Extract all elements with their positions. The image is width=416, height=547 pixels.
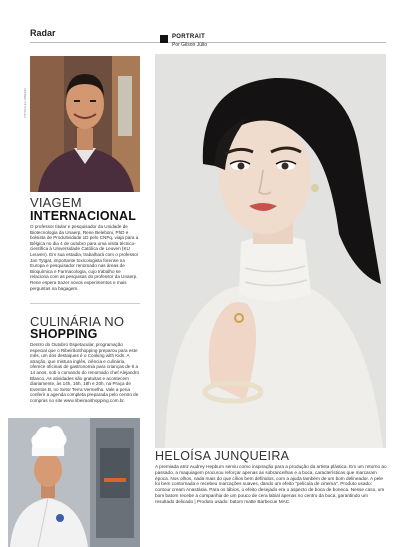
page-rule: [30, 42, 386, 43]
story2-kicker: CULINÁRIA NO: [30, 314, 125, 329]
portrait-bio: A premiada atriz Audrey Hepburn serviu como inspiração para a produção da artista plástica. Em um retorno ao passado, a maquiagem procurou reforçar apenas as sobrancelhas e a boca, características que marcaram época. Nos olhos, nada mais do que cílios bem definidos, com a ajuda também de um bom delineador. A pele foi bem contornada e recebeu marcações suaves, dando um efeito "película de cinema". Produto usado: contour cream Anastásia. Para os lábios, o efeito desejado era o aspecto de boca de boneca. Nesse caso, um bom batom recebe a companhia de um pouco de cera labial apenas no centro da boca, garantindo um resultado delicado | Produto usado: batom matte Barbecue MAC.: [155, 464, 387, 504]
story1-kicker: VIAGEM: [30, 195, 82, 210]
column-divider: [30, 303, 140, 304]
portrait-label: PORTRAIT: [172, 34, 206, 40]
photo-rene-beleboni: [30, 56, 140, 192]
portrait-mark: [160, 35, 168, 43]
story2-headline: SHOPPING: [30, 327, 98, 341]
portrait-name: HELOÍSA JUNQUEIRA: [155, 449, 290, 463]
portrait-credit: Por Gilson Júlio: [172, 42, 208, 48]
section-label: Radar: [30, 28, 56, 38]
portrait-photo: [155, 54, 386, 448]
story2-body: Dentro do Outubro Espetacular, programação especial que o RibeirãoShopping preparou para este mês, um dos destaques é o Cooking with Kids. A atração, que mistura inglês, ciência e culinária, oferece oficinas de gastronomia para crianças de 6 a 14 anos, sob o comando do renomado chef Alejandro Blanco. As atividades são gratuitas e acontecem diariamente, às 14h, 16h, 18h e 20h, na Praça de Eventos B, no Setor Terra Vermelha. Vale a pena conferir a agenda completa preparada pelo centro de compras no site www.ribeiraoshopping.com.br.: [30, 342, 140, 403]
photo-credit: FOTO/ALEX RIBEIRO: [23, 88, 27, 118]
story1-body: O professor titular e pesquisador da Unidade de Biotecnologia da Unaerp, Rene Beleboni, PhD e bolsista de Produtividade 1D pelo CNPq, viaja para a Bélgica no dia 4 de outubro para uma visita técnico-científica à Universidade Católica de Leuven (KU Leuven). Em sua estadia, trabalhará com o professor Jan Tytgat, importante toxicologista forense na Europa e pesquisador renomado nas áreas de Bioquímica e Farmacologia, cujo trabalho se relaciona com as pesquisas do professor da Unaerp. Rene espera trazer novos experimentos e mais perguntas na bagagem.: [30, 224, 139, 291]
photo-chef: [8, 418, 140, 547]
story1-headline: INTERNACIONAL: [30, 209, 137, 223]
